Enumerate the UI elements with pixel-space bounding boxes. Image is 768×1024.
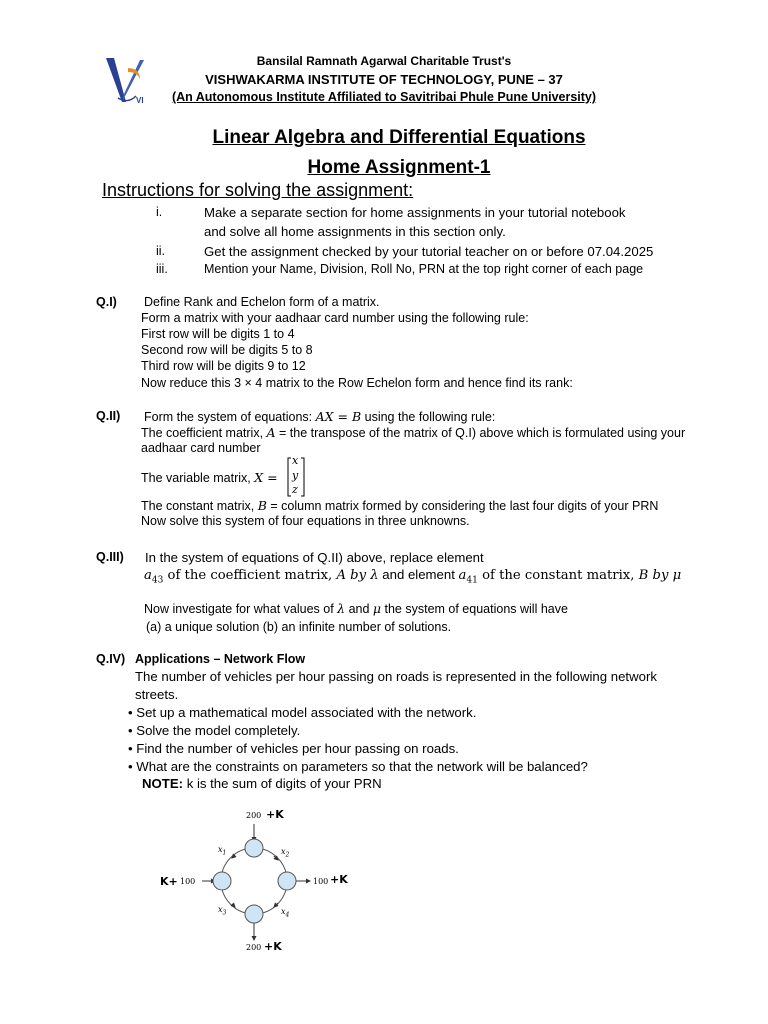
q1-line: First row will be digits 1 to 4 [141, 327, 295, 341]
q3-a41: a [458, 568, 467, 583]
q3-inv-post: the system of equations will have [381, 602, 568, 616]
q2-solve-line: Now solve this system of four equations in three unknowns. [141, 514, 470, 528]
q3-a43: a [144, 568, 152, 583]
variable-matrix [287, 454, 305, 497]
q2-equation: AX = B [315, 409, 362, 424]
q2-coef-pre: The coefficient matrix, [141, 426, 267, 440]
network-diagram [150, 800, 380, 960]
institute-name: VISHWAKARMA INSTITUTE OF TECHNOLOGY, PUNE – 37 [205, 72, 563, 87]
q2-label: Q.II) [96, 409, 121, 423]
q3-label: Q.III) [96, 550, 124, 564]
q3-aby: A by λ [336, 568, 379, 583]
q2-var-pre: The variable matrix, [141, 471, 255, 485]
instruction-num: ii. [156, 244, 166, 258]
q3-inv-pre: Now investigate for what values of [144, 602, 338, 616]
logo-text: VI [136, 96, 144, 105]
note-text: k is the sum of digits of your PRN [183, 776, 382, 791]
label-right-hand: +K [330, 873, 348, 886]
q2-coef-line [141, 425, 685, 440]
q3-line1: In the system of equations of Q.II) above, replace element [145, 550, 484, 565]
q4-intro-cont: streets. [135, 687, 179, 702]
q3-options: (a) a unique solution (b) an infinite number of solutions. [146, 620, 452, 634]
note-label: NOTE: [142, 776, 184, 791]
q2-line1 [144, 409, 495, 424]
q3-line2 [144, 567, 681, 586]
node-top [245, 839, 263, 857]
var-x1: $x_1$ [218, 845, 227, 857]
q4-bullet-text: What are the constraints on parameters so that the network will be balanced? [136, 759, 588, 774]
q2-coef-line2: aadhaar card number [141, 441, 261, 455]
instruction-text: and solve all home assignments in this section only. [204, 224, 506, 239]
q2-const-b: B [257, 498, 267, 513]
q1-line: Define Rank and Echelon form of a matrix. [144, 295, 380, 309]
q4-bullet-text: Set up a mathematical model associated with the network. [136, 705, 477, 720]
q2-const-line [141, 498, 658, 513]
q4-label: Q.IV) [96, 652, 126, 666]
q4-bullet: • Set up a mathematical model associated with the network. [128, 705, 477, 720]
q4-bullet-text: Find the number of vehicles per hour passing on roads. [136, 741, 459, 756]
node-left [213, 872, 231, 890]
instruction-num: i. [156, 205, 163, 219]
q4-bullet: • Find the number of vehicles per hour passing on roads. [128, 741, 459, 756]
instruction-num: iii. [156, 262, 168, 276]
instruction-text: Get the assignment checked by your tutorial teacher on or before 07.04.2025 [204, 244, 654, 259]
instruction-text: Mention your Name, Division, Roll No, PRN at the top right corner of each page [204, 262, 644, 276]
label-bottom-hand: +K [264, 940, 282, 953]
q2-const-post: = column matrix formed by considering the last four digits of your PRN [266, 499, 659, 513]
label-left: 100 [180, 877, 196, 886]
q2-const-pre: The constant matrix, [141, 499, 258, 513]
label-left-hand: K+ [160, 875, 178, 888]
q1-line: Now reduce this 3 × 4 matrix to the Row Echelon form and hence find its rank: [141, 376, 573, 390]
q2-line1-pre: Form the system of equations: [144, 410, 316, 424]
matrix-entry-y: y [292, 469, 299, 482]
q3-bby: B by μ [638, 568, 682, 583]
q3-mid1: of the coefficient matrix, [163, 568, 337, 583]
trust-name: Bansilal Ramnath Agarwal Charitable Trust's [256, 54, 512, 68]
instruction-text: Make a separate section for home assignments in your tutorial notebook [204, 205, 626, 220]
label-top-hand: +K [266, 808, 284, 821]
q4-bullet-text: Solve the model completely. [136, 723, 301, 738]
q4-bullet: • Solve the model completely. [128, 723, 301, 738]
assignment-title: Home Assignment-1 [307, 157, 491, 178]
q3-mid3: of the constant matrix, [477, 568, 639, 583]
q3-and: and [345, 602, 373, 616]
label-bottom: 200 [246, 943, 262, 952]
q3-a43-sub: 43 [151, 575, 164, 586]
var-x3: $x_3$ [218, 905, 227, 917]
node-bottom [245, 905, 263, 923]
q3-mu: μ [372, 601, 382, 616]
q3-investigate [144, 601, 568, 616]
q1-line: Form a matrix with your aadhaar card number using the following rule: [141, 311, 529, 325]
label-right: 100 [313, 877, 329, 886]
q3-mid2: and element [378, 567, 459, 582]
q3-a41-sub: 41 [466, 575, 478, 586]
q1-line: Third row will be digits 9 to 12 [141, 359, 306, 373]
q2-line1-post: using the following rule: [361, 410, 496, 424]
var-x2: $x_2$ [281, 847, 290, 859]
q4-intro: The number of vehicles per hour passing on roads is represented in the following network [135, 669, 657, 684]
course-title: Linear Algebra and Differential Equations [212, 127, 586, 148]
q4-note [142, 776, 382, 791]
q2-coef-post: = the transpose of the matrix of Q.I) above which is formulated using your [275, 426, 686, 440]
instructions-heading: Instructions for solving the assignment: [102, 180, 414, 200]
q4-heading: Applications – Network Flow [135, 652, 306, 666]
q4-bullet: • What are the constraints on parameters so that the network will be balanced? [128, 759, 588, 774]
q2-var-eq: X = [254, 470, 278, 485]
affiliation: (An Autonomous Institute Affiliated to Savitribai Phule Pune University) [171, 90, 597, 104]
matrix-entry-z: z [292, 483, 298, 496]
var-x4: $x_4$ [281, 907, 290, 919]
q2-coef-a: A [266, 425, 276, 440]
q1-label: Q.I) [96, 295, 117, 309]
node-right [278, 872, 296, 890]
q2-var-line [141, 470, 278, 485]
q1-line: Second row will be digits 5 to 8 [141, 343, 313, 357]
matrix-entry-x: x [292, 454, 299, 467]
label-top: 200 [246, 811, 262, 820]
q3-lambda: λ [337, 601, 346, 616]
